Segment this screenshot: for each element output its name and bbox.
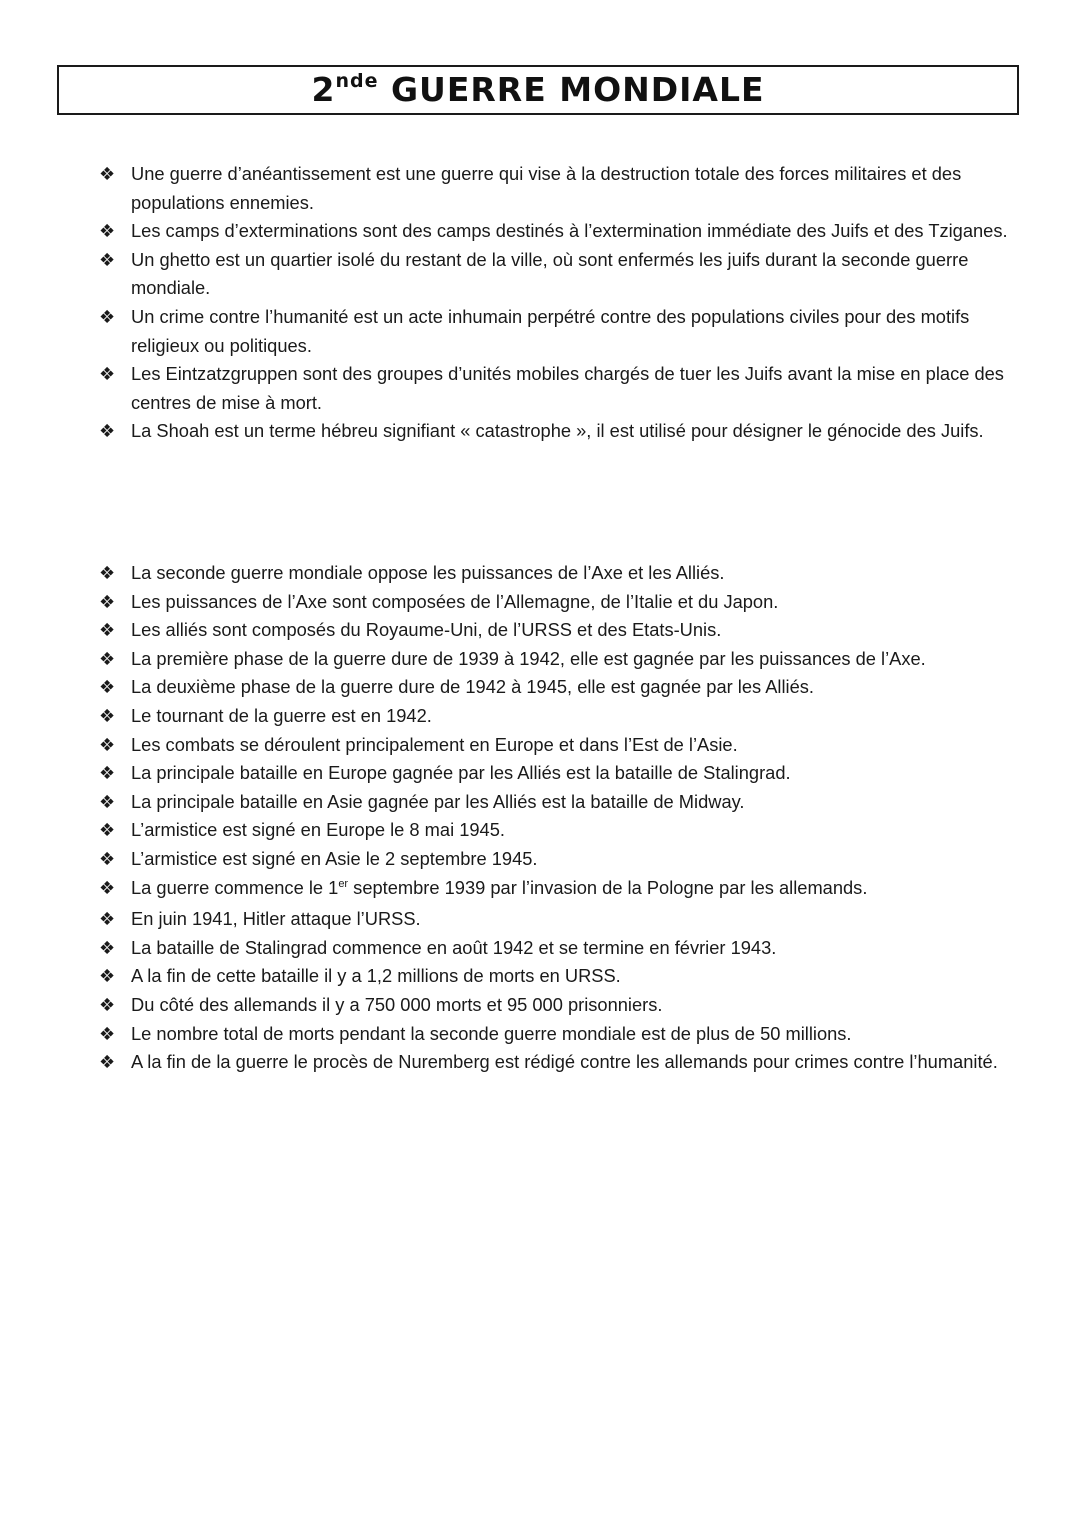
list-item-text: La guerre commence le 1er septembre 1939 par l’invasion de la Pologne par les allemands. [131, 876, 868, 898]
list-item [0, 934, 1080, 963]
diamond-bullet-icon: ❖ [99, 620, 116, 641]
title-prefix: 2 [311, 70, 336, 109]
list-item-text: Les alliés sont composés du Royaume-Uni, de l’URSS et des Etats-Unis. [131, 619, 722, 641]
list-item [0, 616, 1080, 645]
list-item-text: La deuxième phase de la guerre dure de 1942 à 1945, elle est gagnée par les Alliés. [131, 676, 814, 698]
list-item-text: La bataille de Stalingrad commence en août 1942 et se termine en février 1943. [131, 936, 777, 958]
title-superscript: nde [335, 70, 379, 92]
list-item [0, 1048, 1080, 1077]
list-item [0, 845, 1080, 874]
list-item-text: A la fin de cette bataille il y a 1,2 millions de morts en URSS. [131, 965, 621, 987]
diamond-bullet-icon: ❖ [99, 563, 116, 583]
list-item [0, 1020, 1080, 1049]
list-item-text: A la fin de la guerre le procès de Nuremberg est rédigé contre les allemands pour crimes contre l’humanité. [131, 1051, 998, 1073]
list-item-text: La première phase de la guerre dure de 1939 à 1942, elle est gagnée par les puissances de l’Axe. [131, 647, 926, 669]
list-item [0, 905, 1080, 934]
ordinal-superscript: er [338, 877, 349, 890]
list-item-text: Une guerre d’anéantissement est une guerre qui vise à la destruction totale des forces militaires et des populations ennemies. [131, 163, 962, 213]
list-item-text: La principale bataille en Asie gagnée par les Alliés est la bataille de Midway. [131, 790, 745, 812]
list-item [0, 874, 1080, 906]
diamond-bullet-icon: ❖ [99, 221, 116, 242]
title-main: GUERRE MONDIALE [390, 70, 765, 109]
diamond-bullet-icon: ❖ [99, 966, 116, 987]
diamond-bullet-icon: ❖ [99, 820, 116, 841]
diamond-bullet-icon: ❖ [99, 306, 116, 327]
list-item-text: Le nombre total de morts pendant la seconde guerre mondiale est de plus de 50 millions. [131, 1022, 852, 1044]
page-title [59, 67, 1017, 118]
diamond-bullet-icon: ❖ [99, 1052, 116, 1073]
list-item [0, 303, 1080, 360]
list-item [0, 731, 1080, 760]
list-item [0, 816, 1080, 845]
diamond-bullet-icon: ❖ [99, 591, 116, 612]
list-item-text: En juin 1941, Hitler attaque l’URSS. [131, 908, 421, 930]
list-item-text: Les Eintzatzgruppen sont des groupes d’unités mobiles chargés de tuer les Juifs avant la mise en place des centres de mise à mort. [131, 363, 1004, 413]
list-item [0, 360, 1080, 417]
diamond-bullet-icon: ❖ [99, 994, 116, 1015]
list-item [0, 417, 1080, 446]
list-item-text: L’armistice est signé en Europe le 8 mai 1945. [131, 819, 505, 841]
list-item [0, 673, 1080, 702]
diamond-bullet-icon: ❖ [99, 877, 116, 898]
list-item-text: L’armistice est signé en Asie le 2 septembre 1945. [131, 847, 538, 869]
list-item-text: Un crime contre l’humanité est un acte inhumain perpétré contre des populations civiles pour des motifs religieux ou politiques. [131, 305, 970, 356]
list-item [0, 559, 1080, 588]
diamond-bullet-icon: ❖ [99, 1023, 116, 1044]
list-item-text: Le tournant de la guerre est en 1942. [131, 704, 432, 726]
facts-list [0, 559, 1080, 1077]
list-item-text: La Shoah est un terme hébreu signifiant « catastrophe », il est utilisé pour désigner le génocide des Juifs. [131, 420, 984, 442]
diamond-bullet-icon: ❖ [99, 705, 116, 726]
list-item [0, 588, 1080, 617]
list-item-text: Les puissances de l’Axe sont composées de l’Allemagne, de l’Italie et du Japon. [131, 590, 779, 612]
list-item [0, 788, 1080, 817]
diamond-bullet-icon: ❖ [99, 421, 116, 442]
list-item [0, 160, 1080, 217]
list-item [0, 962, 1080, 991]
list-item-text: Les combats se déroulent principalement en Europe et dans l’Est de l’Asie. [131, 733, 738, 755]
list-item [0, 702, 1080, 731]
diamond-bullet-icon: ❖ [99, 791, 116, 812]
diamond-bullet-icon: ❖ [99, 909, 116, 930]
diamond-bullet-icon: ❖ [99, 848, 116, 869]
diamond-bullet-icon: ❖ [99, 734, 116, 755]
list-item-text: Les camps d’exterminations sont des camps destinés à l’extermination immédiate des Juifs et des Tziganes. [131, 220, 1008, 242]
diamond-bullet-icon: ❖ [99, 364, 116, 385]
list-item-text: La principale bataille en Europe gagnée par les Alliés est la bataille de Stalingrad. [131, 762, 791, 784]
list-item-text: La seconde guerre mondiale oppose les puissances de l’Axe et les Alliés. [131, 562, 725, 583]
diamond-bullet-icon: ❖ [99, 648, 116, 669]
diamond-bullet-icon: ❖ [99, 677, 116, 698]
list-item [0, 759, 1080, 788]
list-item-text: Du côté des allemands il y a 750 000 morts et 95 000 prisonniers. [131, 993, 663, 1015]
definitions-list [0, 160, 1080, 446]
list-item [0, 991, 1080, 1020]
title-box [57, 65, 1019, 115]
list-item-text: Un ghetto est un quartier isolé du restant de la ville, où sont enfermés les juifs durant la seconde guerre mondiale. [131, 248, 969, 299]
diamond-bullet-icon: ❖ [99, 937, 116, 958]
list-item [0, 645, 1080, 674]
list-item [0, 217, 1080, 246]
diamond-bullet-icon: ❖ [99, 164, 116, 184]
diamond-bullet-icon: ❖ [99, 249, 116, 270]
list-item [0, 246, 1080, 303]
diamond-bullet-icon: ❖ [99, 763, 116, 784]
